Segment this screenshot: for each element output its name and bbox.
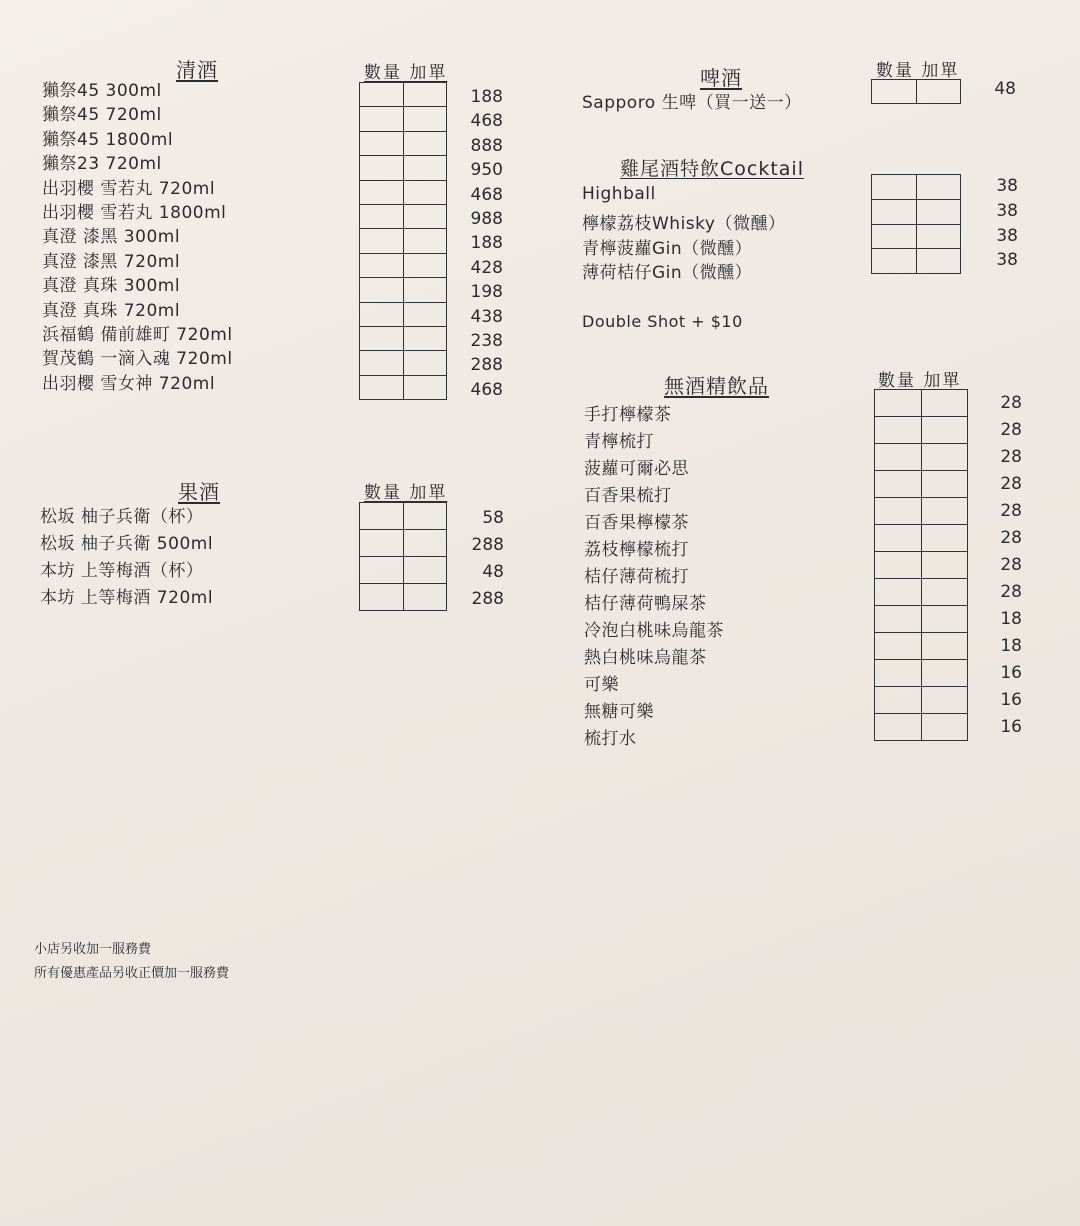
quantity-cell[interactable] (360, 83, 404, 107)
quantity-cell[interactable] (875, 633, 922, 660)
quantity-cell[interactable] (875, 471, 922, 498)
fruit-item-price: 48 (482, 562, 504, 582)
sake-item-price: 468 (470, 379, 503, 400)
add-order-cell[interactable] (404, 205, 448, 229)
quantity-cell[interactable] (875, 552, 922, 579)
soft-item-price: 28 (1000, 447, 1022, 467)
soft-item-price: 18 (1000, 609, 1022, 629)
quantity-cell[interactable] (872, 249, 917, 274)
quantity-cell[interactable] (875, 606, 922, 633)
sake-item-name: 獺祭45 720ml (42, 105, 162, 126)
cocktail-item-price: 38 (996, 250, 1018, 271)
add-order-cell[interactable] (404, 181, 448, 205)
add-order-cell[interactable] (922, 606, 969, 633)
quantity-cell[interactable] (875, 444, 922, 471)
quantity-cell[interactable] (360, 530, 404, 557)
sake-item-name: 獺祭23 720ml (42, 154, 162, 175)
quantity-cell[interactable] (875, 579, 922, 606)
sake-item-price: 188 (470, 87, 503, 107)
quantity-cell[interactable] (360, 503, 404, 530)
soft-item-price: 28 (1000, 474, 1022, 494)
quantity-cell[interactable] (872, 200, 917, 225)
sake-item-name: 真澄 真珠 720ml (42, 300, 181, 321)
cocktail-order-grid[interactable] (871, 174, 961, 274)
add-order-cell[interactable] (922, 417, 969, 444)
fruit-qty-label: 數量 加單 (364, 483, 448, 503)
fruit-item-name: 松坂 柚子兵衛（杯） (40, 507, 204, 527)
sake-item-name: 出羽櫻 雪女神 720ml (42, 373, 216, 394)
sake-item-price: 468 (470, 184, 503, 205)
beer-item-price: 48 (994, 79, 1016, 99)
quantity-cell[interactable] (360, 254, 404, 278)
add-order-cell[interactable] (922, 579, 969, 606)
quantity-cell[interactable] (875, 525, 922, 552)
fruit-item-price: 288 (471, 535, 504, 555)
add-order-cell[interactable] (404, 303, 448, 327)
soft-item-name: 桔仔薄荷鴨屎茶 (584, 594, 707, 614)
cocktail-item-price: 38 (996, 176, 1018, 196)
add-order-cell[interactable] (917, 80, 962, 104)
quantity-cell[interactable] (875, 417, 922, 444)
soft-item-name: 百香果梳打 (584, 486, 672, 506)
soft-qty-label: 數量 加單 (878, 371, 962, 391)
add-order-cell[interactable] (404, 107, 448, 131)
soft-item-price: 16 (1000, 717, 1022, 737)
soft-item-price: 18 (1000, 636, 1022, 656)
add-order-cell[interactable] (922, 471, 969, 498)
sake-order-grid[interactable] (359, 82, 447, 400)
add-order-cell[interactable] (917, 175, 962, 200)
quantity-cell[interactable] (360, 327, 404, 351)
service-charge-note: 小店另收加一服務費 (34, 942, 152, 957)
quantity-cell[interactable] (360, 229, 404, 253)
cocktail-item-name: 青檸菠蘿Gin（微醺） (582, 238, 753, 259)
beer-qty-label: 數量 加單 (876, 61, 960, 81)
add-order-cell[interactable] (404, 278, 448, 302)
sake-item-price: 288 (470, 355, 503, 376)
add-order-cell[interactable] (404, 156, 448, 180)
quantity-cell[interactable] (875, 498, 922, 525)
fruit-order-grid[interactable] (359, 502, 447, 611)
fruit-item-price: 288 (471, 589, 504, 609)
add-order-cell[interactable] (917, 200, 962, 225)
quantity-cell[interactable] (875, 687, 922, 714)
cocktail-section-title: 雞尾酒特飲Cocktail (620, 158, 804, 180)
quantity-cell[interactable] (360, 181, 404, 205)
add-order-cell[interactable] (922, 552, 969, 579)
add-order-cell[interactable] (922, 633, 969, 660)
sake-item-price: 428 (470, 257, 503, 278)
add-order-cell[interactable] (404, 83, 448, 107)
soft-item-price: 28 (1000, 555, 1022, 575)
quantity-cell[interactable] (872, 175, 917, 200)
sake-section-title: 清酒 (176, 58, 218, 82)
soft-item-name: 桔仔薄荷梳打 (584, 567, 689, 587)
sake-item-name: 浜福鶴 備前雄町 720ml (42, 325, 233, 345)
cocktail-item-price: 38 (996, 200, 1018, 221)
quantity-cell[interactable] (360, 278, 404, 302)
sake-item-price: 988 (470, 209, 503, 229)
soft-item-name: 荔枝檸檬梳打 (584, 540, 689, 560)
sake-item-price: 888 (470, 135, 503, 156)
quantity-cell[interactable] (360, 107, 404, 131)
fruit-item-name: 松坂 柚子兵衛 500ml (40, 534, 214, 554)
add-order-cell[interactable] (404, 229, 448, 253)
add-order-cell[interactable] (404, 584, 448, 611)
fruit-item-price: 58 (482, 508, 504, 528)
soft-item-name: 菠蘿可爾必思 (584, 459, 689, 479)
add-order-cell[interactable] (404, 530, 448, 557)
soft-item-price: 16 (1000, 690, 1022, 710)
sake-qty-label: 數量 加單 (364, 63, 448, 83)
soft-item-name: 手打檸檬茶 (584, 405, 672, 425)
add-order-cell[interactable] (917, 225, 962, 250)
soft-item-price: 28 (1000, 501, 1022, 521)
promo-service-charge-note: 所有優惠產品另收正價加一服務費 (34, 966, 230, 981)
add-order-cell[interactable] (922, 714, 969, 741)
sake-item-name: 真澄 漆黑 300ml (42, 227, 181, 248)
beer-order-grid[interactable] (871, 79, 961, 104)
add-order-cell[interactable] (922, 687, 969, 714)
sake-item-price: 438 (470, 306, 503, 327)
sake-item-name: 出羽櫻 雪若丸 720ml (42, 178, 216, 199)
add-order-cell[interactable] (404, 351, 448, 375)
beer-section-title: 啤酒 (700, 66, 742, 90)
sake-item-price: 468 (470, 111, 503, 132)
sake-item-price: 950 (470, 160, 503, 181)
quantity-cell[interactable] (360, 303, 404, 327)
soft-item-name: 梳打水 (584, 729, 637, 749)
soft-item-name: 青檸梳打 (584, 432, 654, 452)
quantity-cell[interactable] (360, 132, 404, 156)
fruit-item-name: 本坊 上等梅酒（杯） (40, 561, 204, 581)
sake-item-price: 188 (470, 233, 503, 254)
quantity-cell[interactable] (872, 80, 917, 104)
quantity-cell[interactable] (875, 714, 922, 741)
quantity-cell[interactable] (360, 156, 404, 180)
quantity-cell[interactable] (875, 660, 922, 687)
add-order-cell[interactable] (404, 254, 448, 278)
cocktail-item-name: Highball (582, 184, 656, 204)
add-order-cell[interactable] (404, 132, 448, 156)
soft-item-price: 16 (1000, 663, 1022, 683)
add-order-cell[interactable] (917, 249, 962, 274)
add-order-cell[interactable] (404, 327, 448, 351)
add-order-cell[interactable] (922, 498, 969, 525)
quantity-cell[interactable] (360, 584, 404, 611)
soft-order-grid[interactable] (874, 389, 968, 741)
sake-item-name: 真澄 漆黑 720ml (42, 251, 181, 272)
soft-item-name: 無糖可樂 (584, 702, 654, 722)
add-order-cell[interactable] (404, 557, 448, 584)
fruit-item-name: 本坊 上等梅酒 720ml (40, 588, 214, 608)
quantity-cell[interactable] (360, 205, 404, 229)
double-shot-note: Double Shot + $10 (582, 312, 743, 331)
cocktail-item-name: 薄荷桔仔Gin（微醺） (582, 263, 753, 284)
quantity-cell[interactable] (360, 351, 404, 375)
soft-item-price: 28 (1000, 393, 1022, 413)
soft-item-price: 28 (1000, 420, 1022, 440)
quantity-cell[interactable] (360, 376, 404, 400)
add-order-cell[interactable] (922, 390, 969, 417)
add-order-cell[interactable] (922, 444, 969, 471)
cocktail-item-price: 38 (996, 225, 1018, 246)
soft-item-name: 可樂 (584, 675, 619, 695)
sake-item-name: 真澄 真珠 300ml (42, 276, 181, 297)
cocktail-item-name: 檸檬荔枝Whisky（微醺） (582, 213, 786, 234)
add-order-cell[interactable] (922, 660, 969, 687)
soft-item-name: 熱白桃味烏龍茶 (584, 648, 707, 668)
quantity-cell[interactable] (875, 390, 922, 417)
add-order-cell[interactable] (922, 525, 969, 552)
sake-item-name: 獺祭45 300ml (42, 81, 162, 101)
fruit-section-title: 果酒 (178, 480, 220, 504)
soft-item-price: 28 (1000, 528, 1022, 548)
beer-item-name: Sapporo 生啤（買一送一） (582, 93, 802, 113)
soft-item-name: 冷泡白桃味烏龍茶 (584, 621, 724, 641)
add-order-cell[interactable] (404, 376, 448, 400)
quantity-cell[interactable] (872, 225, 917, 250)
quantity-cell[interactable] (360, 557, 404, 584)
soft-item-name: 百香果檸檬茶 (584, 513, 689, 533)
sake-item-price: 198 (470, 282, 503, 303)
sake-item-name: 出羽櫻 雪若丸 1800ml (42, 203, 227, 223)
soft-section-title: 無酒精飲品 (664, 374, 769, 398)
sake-item-price: 238 (470, 331, 503, 351)
sake-item-name: 獺祭45 1800ml (42, 129, 174, 150)
sake-item-name: 賀茂鶴 一滴入魂 720ml (42, 349, 233, 370)
add-order-cell[interactable] (404, 503, 448, 530)
soft-item-price: 28 (1000, 582, 1022, 602)
